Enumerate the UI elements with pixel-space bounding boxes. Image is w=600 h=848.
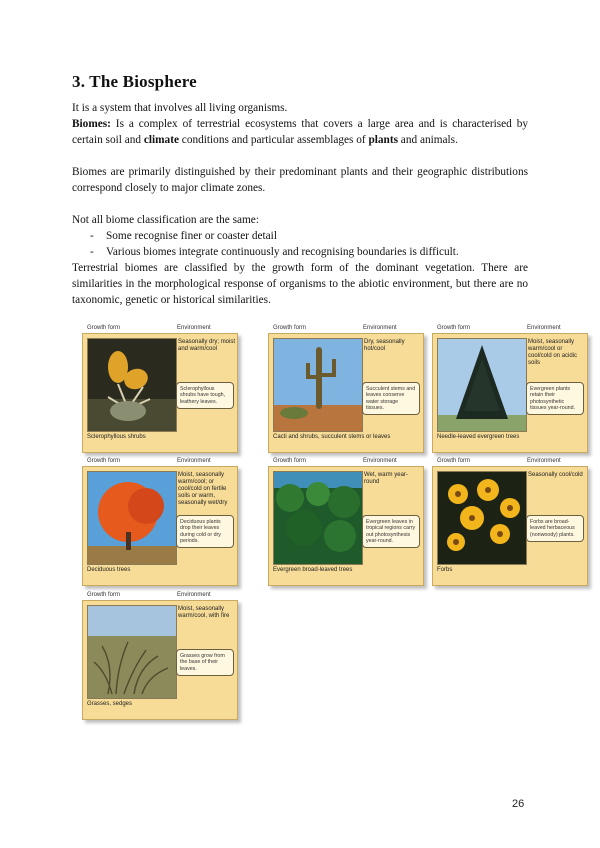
- biome-card: [432, 458, 588, 586]
- body-text-1: [72, 100, 528, 148]
- environment-text: Wet, warm year-round: [364, 472, 408, 485]
- conifer-photo: [437, 338, 527, 432]
- growth-form-label: Growth form: [87, 592, 121, 598]
- environment-label: Environment: [177, 325, 211, 331]
- callout-note: Evergreen leaves in tropical regions carry out photosynthesis year-round.: [362, 515, 420, 548]
- card-header: [433, 457, 587, 467]
- card-header: [83, 591, 237, 601]
- environment-text: Moist, seasonally warm/cool; or cool/cold on fertile soils or warm, seasonally wet/dry: [178, 472, 228, 506]
- deciduous-tree-photo: [87, 471, 177, 565]
- environment-text: Seasonally cool/cold: [528, 472, 583, 478]
- biome-card: [268, 325, 424, 453]
- paragraph-distribution: Biomes are primarily distinguished by their predominant plants and their geographic distributions correspond closely to major climate zones.: [72, 166, 528, 194]
- environment-text: Seasonally dry; moist and warm/cool: [178, 339, 236, 352]
- environment-label: Environment: [363, 458, 397, 464]
- body-text-2: [72, 164, 528, 196]
- callout-note: Sclerophyllous shrubs have tough, leathery leaves.: [176, 382, 234, 409]
- card-header: [83, 324, 237, 334]
- body-text-3: [72, 212, 528, 308]
- callout-note: Succulent stems and leaves conserve water storage tissues.: [362, 382, 420, 415]
- growth-form-caption: Forbs: [437, 567, 453, 573]
- card-header: [433, 324, 587, 334]
- bullet-item: - Various biomes integrate continuously and recognising boundaries is difficult.: [90, 246, 459, 258]
- environment-label: Environment: [363, 325, 397, 331]
- growth-form-label: Growth form: [437, 458, 471, 464]
- def-part2: conditions and particular assemblages of: [178, 134, 369, 146]
- environment-label: Environment: [527, 458, 561, 464]
- card-header: [269, 324, 423, 334]
- biome-card: [432, 325, 588, 453]
- def-climate: climate: [143, 134, 179, 146]
- growth-form-caption: Cacti and shrubs, succulent stems or leaves: [273, 434, 391, 440]
- callout-note: Forbs are broad-leaved herbaceous (nonwoody) plants.: [526, 515, 584, 542]
- paragraph-classification: Not all biome classification are the same:: [72, 214, 259, 226]
- forbs-photo: [437, 471, 527, 565]
- biomes-term: Biomes:: [72, 118, 111, 130]
- callout-note: Deciduous plants drop their leaves during cold or dry periods.: [176, 515, 234, 548]
- growth-form-caption: Deciduous trees: [87, 567, 131, 573]
- rainforest-photo: [273, 471, 363, 565]
- card-header: [83, 457, 237, 467]
- bullet-text: Some recognise finer or coaster detail: [106, 230, 277, 242]
- growth-form-caption: Grasses, sedges: [87, 701, 133, 707]
- growth-form-caption: Evergreen broad-leaved trees: [273, 567, 353, 573]
- bullet-item: - Some recognise finer or coaster detail: [90, 230, 277, 242]
- environment-label: Environment: [177, 592, 211, 598]
- growth-form-label: Growth form: [273, 325, 307, 331]
- cactus-photo: [273, 338, 363, 432]
- environment-label: Environment: [177, 458, 211, 464]
- intro-line: It is a system that involves all living organisms.: [72, 102, 288, 114]
- shrub-photo: [87, 338, 177, 432]
- def-plants: plants: [368, 134, 398, 146]
- def-part3: and animals.: [397, 134, 458, 146]
- biomes-definition: [72, 116, 528, 148]
- environment-text: Dry, seasonally hot/cool: [364, 339, 405, 352]
- growth-form-caption: Sclerophyllous shrubs: [87, 434, 146, 440]
- environment-text: Moist, seasonally warm/cool, with fire: [178, 606, 230, 619]
- growth-form-caption: Needle-leaved evergreen trees: [437, 434, 520, 440]
- growth-form-label: Growth form: [87, 325, 121, 331]
- environment-text: Moist, seasonally warm/cool or cool/cold on acidic soils: [528, 339, 578, 366]
- card-header: [269, 457, 423, 467]
- page-number: 26: [512, 798, 525, 810]
- callout-note: Evergreen plants retain their photosynthetic tissues year-round.: [526, 382, 584, 415]
- growth-form-label: Growth form: [87, 458, 121, 464]
- biome-card: [82, 458, 238, 586]
- callout-note: Grasses grow from the base of their leaves.: [176, 649, 234, 676]
- biome-card: [82, 592, 238, 720]
- paragraph-growth-form: Terrestrial biomes are classified by the growth form of the dominant vegetation. There are similarities in the morphological response of organisms to the abiotic environment, but there are no taxonomic, genetic or historical similarities.: [72, 262, 528, 306]
- def-part1: Is a complex of terrestrial ecosystems that covers a large area and is characterised by certain soil and: [72, 118, 528, 146]
- biome-card: [268, 458, 424, 586]
- biome-card: [82, 325, 238, 453]
- growth-form-label: Growth form: [437, 325, 471, 331]
- environment-label: Environment: [527, 325, 561, 331]
- grassland-photo: [87, 605, 177, 699]
- bullet-text: Various biomes integrate continuously and recognising boundaries is difficult.: [106, 246, 459, 258]
- section-heading: 3. The Biosphere: [72, 72, 197, 91]
- growth-form-label: Growth form: [273, 458, 307, 464]
